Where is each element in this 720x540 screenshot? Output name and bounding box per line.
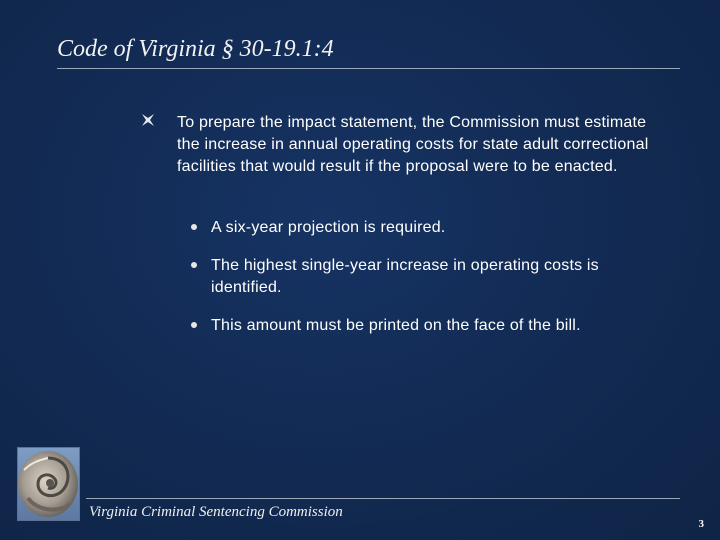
title-divider [57,68,680,69]
sub-bullet-dot-icon [189,222,199,232]
slide-title: Code of Virginia § 30-19.1:4 [57,36,334,62]
stone-scroll-volute-icon [17,447,80,521]
footer-organization: Virginia Criminal Sentencing Commission [89,504,343,520]
footer-divider [86,498,680,499]
main-bullet-text: To prepare the impact statement, the Commission must estimate the increase in annual operating costs for state adult correctional facilities that would result if the proposal were to be enacted. [177,114,649,175]
sub-bullet-dot-icon [189,320,199,330]
sub-bullet-text: A six-year projection is required. [211,219,446,236]
sub-bullet-dot-icon [189,260,199,270]
sub-bullet-text: This amount must be printed on the face of the bill. [211,317,581,334]
double-arrow-bullet-icon [140,112,168,128]
page-number: 3 [698,518,704,530]
sub-bullet-text: The highest single-year increase in operating costs is identified. [211,257,599,296]
